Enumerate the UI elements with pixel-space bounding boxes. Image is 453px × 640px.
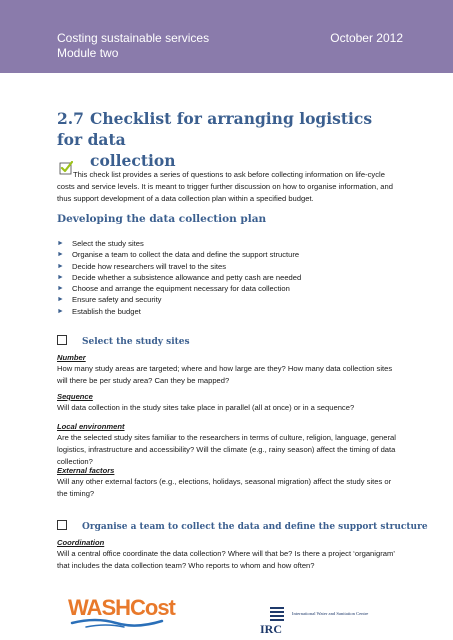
section-title-line1: Checklist for arranging logistics for data	[57, 109, 373, 149]
plan-list	[57, 238, 301, 317]
section-title	[57, 108, 397, 171]
irc-logo	[258, 603, 418, 635]
arrow-bullet-icon: ►	[57, 262, 64, 270]
header-left	[57, 31, 209, 61]
sequence-label: Sequence	[57, 392, 93, 401]
external-factors-paragraph: Will any other external factors (e.g., elections, holidays, seasonal migration) affect the study sites or the timing?	[57, 477, 392, 498]
number-label: Number	[57, 353, 86, 362]
arrow-bullet-icon: ►	[57, 273, 64, 281]
team-heading: Organise a team to collect the data and define the support structure	[57, 520, 428, 532]
intro-line-2: costs and service levels. It is meant to trigger further discussion on how to organise information, and	[57, 182, 393, 191]
arrow-bullet-icon: ►	[57, 296, 64, 304]
section-title-line2: collection	[90, 151, 176, 170]
intro-paragraph	[57, 169, 417, 205]
list-item: ► Decide how researchers will travel to the sites	[57, 261, 227, 271]
checkbox-icon[interactable]	[57, 335, 67, 345]
irc-tagline: International Water and Sanitation Centre	[292, 611, 369, 616]
irc-logo-text: IRC	[260, 622, 283, 635]
list-item: ► Establish the budget	[57, 306, 141, 316]
arrow-bullet-icon: ►	[57, 240, 64, 247]
header-date: October 2012	[330, 31, 403, 45]
list-item: ► Ensure safety and security	[57, 295, 162, 305]
local-environment-label: Local environment	[57, 422, 125, 431]
washcost-logo	[66, 591, 186, 631]
page-header	[0, 0, 453, 73]
list-item: ► Decide whether a subsistence allowance and petty cash are needed	[57, 272, 302, 282]
plan-heading: Developing the data collection plan	[57, 213, 267, 225]
header-title: Costing sustainable services	[57, 31, 210, 45]
study-sites-heading: Select the study sites	[57, 335, 190, 347]
number-paragraph: How many study areas are targeted; where and how large are they? How many data collection sites will there be per study area? Can they be mapped?	[57, 364, 393, 385]
list-item: ► Choose and arrange the equipment necessary for data collection	[57, 284, 290, 294]
list-item: ► Select the study sites	[57, 239, 144, 248]
intro-line-3: thus support development of a data collection plan within a specified budget.	[57, 194, 314, 203]
local-environment-paragraph: Are the selected study sites familiar to the researchers in terms of culture, religion, language, general logistics, infrastructure and accessibility? Will the climate (e.g., rainy season) affect the timing of data collection?	[57, 433, 396, 466]
intro-line-1: This check list provides a series of questions to ask before collecting information on life-cycle	[73, 170, 385, 179]
coordination-label: Coordination	[57, 538, 105, 547]
section-number: 2.7	[57, 109, 84, 128]
external-factors-label: External factors	[57, 466, 115, 475]
sequence-paragraph: Will data collection in the study sites take place in parallel (all at once) or in a sequence?	[57, 403, 355, 412]
washcost-logo-text: WASHCost	[68, 595, 175, 620]
coordination-paragraph: Will a central office coordinate the data collection? Where will that be? Is there a project ‘organigram’ that includes the data collection team? Who reports to whom and how often?	[57, 549, 395, 570]
arrow-bullet-icon: ►	[57, 307, 64, 315]
list-item: ► Organise a team to collect the data and define the support structure	[57, 250, 300, 260]
arrow-bullet-icon: ►	[57, 285, 64, 293]
arrow-bullet-icon: ►	[57, 251, 64, 259]
checkbox-icon[interactable]	[57, 520, 67, 530]
header-subtitle: Module two	[57, 46, 119, 60]
